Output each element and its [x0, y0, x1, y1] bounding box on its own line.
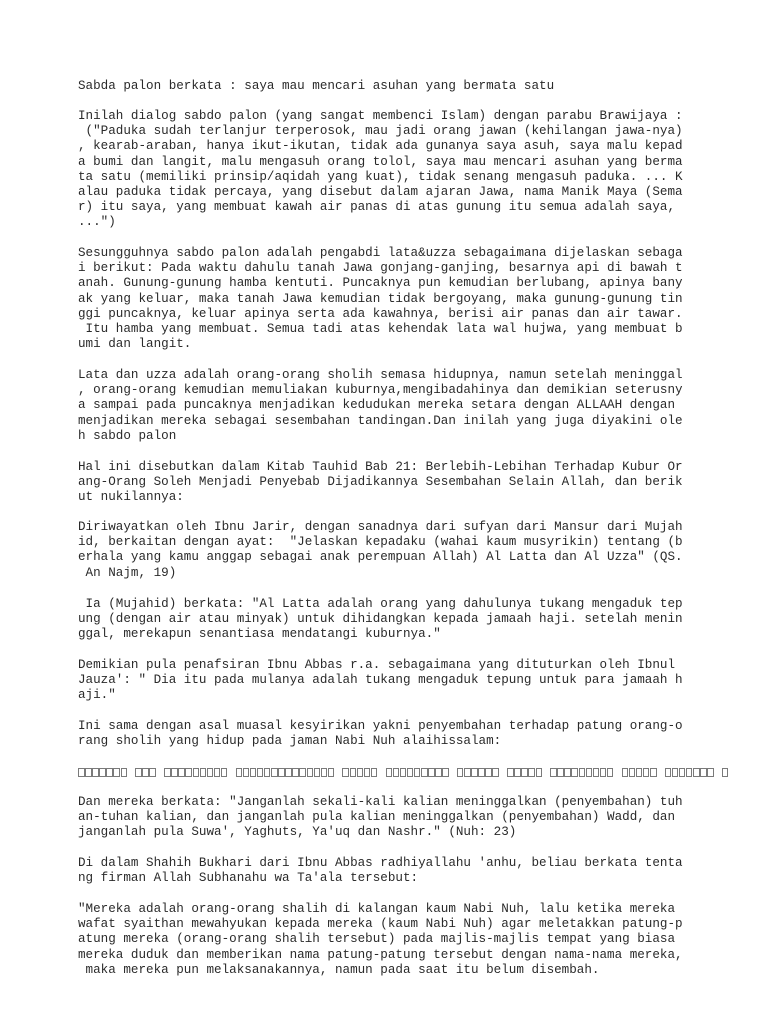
text-line: Lata dan uzza adalah orang-orang sholih semasa hidupnya, namun setelah meninggal	[78, 368, 683, 382]
missing-glyph-box	[164, 768, 171, 777]
para-title	[78, 79, 768, 94]
missing-glyph-box	[400, 768, 407, 777]
missing-glyph-box	[471, 768, 478, 777]
missing-glyph-box	[514, 768, 521, 777]
para-bukhari	[78, 856, 768, 886]
missing-glyph-box	[421, 768, 428, 777]
text-line: i berikut: Pada waktu dahulu tanah Jawa gonjang-ganjing, besarnya api di bawah t	[78, 261, 683, 276]
missing-glyph-box	[278, 768, 285, 777]
missing-glyph-box	[350, 768, 357, 777]
missing-glyph-box	[121, 768, 128, 777]
missing-glyph-box	[92, 768, 99, 777]
missing-glyph-box	[236, 768, 243, 777]
text-line: r) itu saya, yang membuat kawah air panas di atas gunung itu semua adalah saya,	[78, 200, 676, 215]
text-line: ak yang keluar, maka tanah Jawa kemudian tidak bergoyang, maka gunung-gunung tin	[78, 291, 683, 306]
missing-glyph-box	[564, 768, 571, 777]
text-line: Dan mereka berkata: "Janganlah sekali-kali kalian meninggalkan (penyembahan) tuh	[78, 795, 683, 809]
missing-glyph-box	[342, 768, 349, 777]
text-line: , orang-orang kemudian memuliakan kuburnya,mengibadahinya dan demikian seterusny	[78, 383, 683, 398]
text-line: , kearab-araban, hanya ikut-ikutan, tidak ada gunanya saya asuh, saya malu kepad	[78, 139, 683, 154]
missing-glyph-box	[442, 768, 449, 777]
text-line: ggal, merekapun senantiasa mendatangi kuburnya."	[78, 627, 441, 642]
missing-glyph-box	[557, 768, 564, 777]
text-line: ggi puncaknya, keluar apinya serta ada kawahnya, berisi air panas dan air tawar.	[78, 306, 683, 321]
text-line: a bumi dan langit, malu mengasuh orang tolol, saya mau mencari asuhan yang berma	[78, 154, 683, 169]
text-line: aji."	[78, 688, 116, 703]
missing-glyph-box	[464, 768, 471, 777]
missing-glyph-box	[686, 768, 693, 777]
text-line: Jauza': " Dia itu pada mulanya adalah tukang mengaduk tepung untuk para jamaah h	[78, 673, 683, 688]
para-ibnu-jarir	[78, 520, 768, 581]
text-line: Itu hamba yang membuat. Semua tadi atas kehendak lata wal hujwa, yang membuat b	[78, 322, 683, 337]
missing-glyph-box	[99, 768, 106, 777]
missing-glyph-box	[636, 768, 643, 777]
missing-glyph-box	[221, 768, 228, 777]
text-line: ...")	[78, 215, 116, 230]
missing-glyph-box	[106, 768, 113, 777]
missing-glyph-box	[528, 768, 535, 777]
missing-glyph-box	[207, 768, 214, 777]
missing-glyph-box	[257, 768, 264, 777]
missing-glyph-box	[214, 768, 221, 777]
missing-glyph-box	[643, 768, 650, 777]
missing-glyph-box	[285, 768, 292, 777]
text-line: Diriwayatkan oleh Ibnu Jarir, dengan sanadnya dari sufyan dari Mansur dari Mujah	[78, 520, 683, 534]
missing-glyph-box	[171, 768, 178, 777]
text-line: ("Paduka sudah terlanjur terperosok, mau jadi orang jawan (kehilangan jawa-nya)	[78, 124, 683, 139]
missing-glyph-box	[665, 768, 672, 777]
missing-glyph-box	[393, 768, 400, 777]
missing-glyph-box	[264, 768, 271, 777]
para-mereka	[78, 902, 768, 978]
missing-glyph-box	[650, 768, 657, 777]
missing-glyph-box	[622, 768, 629, 777]
text-line: Sabda palon berkata : saya mau mencari asuhan yang bermata satu	[78, 79, 555, 93]
missing-glyph-box	[314, 768, 321, 777]
missing-glyph-box	[200, 768, 207, 777]
missing-glyph-box	[357, 768, 364, 777]
missing-glyph-box	[364, 768, 371, 777]
missing-glyph-box	[407, 768, 414, 777]
missing-glyph-box	[178, 768, 185, 777]
missing-glyph-box	[271, 768, 278, 777]
missing-glyph-box	[586, 768, 593, 777]
missing-glyph-box	[142, 768, 149, 777]
missing-glyph-box	[428, 768, 435, 777]
text-line: alau paduka tidak percaya, yang disebut dalam ajaran Jawa, nama Manik Maya (Sema	[78, 185, 683, 200]
missing-glyph-box	[693, 768, 700, 777]
missing-glyph-box	[185, 768, 192, 777]
missing-glyph-box	[722, 768, 729, 777]
text-line: "Mereka adalah orang-orang shalih di kalangan kaum Nabi Nuh, lalu ketika mereka	[78, 902, 676, 916]
missing-glyph-box	[579, 768, 586, 777]
missing-glyph-box	[593, 768, 600, 777]
text-line: Inilah dialog sabdo palon (yang sangat membenci Islam) dengan parabu Brawijaya :	[78, 109, 683, 123]
missing-glyph-box	[707, 768, 714, 777]
missing-glyph-box	[478, 768, 485, 777]
para-dialog	[78, 109, 768, 231]
text-line: an-tuhan kalian, dan janganlah pula kalian meninggalkan (penyembahan) Wadd, dan	[78, 810, 676, 825]
text-line: Demikian pula penafsiran Ibnu Abbas r.a. sebagaimana yang dituturkan oleh Ibnul	[78, 658, 676, 672]
missing-glyph-box	[193, 768, 200, 777]
para-nuh-23	[78, 795, 768, 841]
missing-glyph-box	[292, 768, 299, 777]
missing-glyph-box	[629, 768, 636, 777]
missing-glyph-box	[386, 768, 393, 777]
para-kitab-tauhid	[78, 460, 768, 506]
text-line: h sabdo palon	[78, 428, 177, 443]
missing-glyph-box	[85, 768, 92, 777]
text-line: ung (dengan air atau minyak) untuk dihidangkan kepada jamaah haji. setelah menin	[78, 612, 683, 627]
para-pengabdi	[78, 246, 768, 352]
text-line: An Najm, 19)	[78, 565, 177, 580]
missing-glyph-box	[299, 768, 306, 777]
text-line: janganlah pula Suwa', Yaghuts, Ya'uq dan Nashr." (Nuh: 23)	[78, 825, 517, 840]
text-line: a sampai pada puncaknya menjadikan kedudukan mereka setara dengan ALLAAH dengan	[78, 398, 676, 413]
text-line: menjadikan mereka sebagai sesembahan tandingan.Dan inilah yang juga diyakini ole	[78, 413, 683, 428]
missing-glyph-box	[521, 768, 528, 777]
missing-glyph-box	[457, 768, 464, 777]
missing-glyph-box	[600, 768, 607, 777]
text-line: anah. Gunung-gunung hamba kentuti. Puncaknya pun kemudian berlubang, apinya bany	[78, 276, 683, 291]
text-line: ut nukilannya:	[78, 490, 184, 505]
missing-glyph-box	[485, 768, 492, 777]
text-line: Ia (Mujahid) berkata: "Al Latta adalah orang yang dahulunya tukang mengaduk tep	[78, 597, 683, 611]
missing-glyph-box	[607, 768, 614, 777]
missing-glyph-box	[700, 768, 707, 777]
arabic-verse-missing-glyphs	[78, 766, 768, 780]
missing-glyph-box	[113, 768, 120, 777]
missing-glyph-box	[672, 768, 679, 777]
text-line: Sesungguhnya sabdo palon adalah pengabdi lata&uzza sebagaimana dijelaskan sebaga	[78, 246, 683, 260]
missing-glyph-box	[328, 768, 335, 777]
missing-glyph-box	[550, 768, 557, 777]
missing-glyph-box	[536, 768, 543, 777]
text-line: Hal ini disebutkan dalam Kitab Tauhid Bab 21: Berlebih-Lebihan Terhadap Kubur Or	[78, 460, 683, 474]
missing-glyph-box	[78, 768, 85, 777]
missing-glyph-box	[149, 768, 156, 777]
text-line: rang sholih yang hidup pada jaman Nabi Nuh alaihissalam:	[78, 734, 502, 749]
missing-glyph-box	[492, 768, 499, 777]
missing-glyph-box	[507, 768, 514, 777]
missing-glyph-box	[321, 768, 328, 777]
text-line: maka mereka pun melaksanakannya, namun pada saat itu belum disembah.	[78, 962, 600, 977]
text-line: ang-Orang Soleh Menjadi Penyebab Dijadikannya Sesembahan Selain Allah, dan berik	[78, 475, 683, 490]
text-line: erhala yang kamu anggap sebagai anak perempuan Allah) Al Latta dan Al Uzza" (QS.	[78, 550, 683, 565]
missing-glyph-box	[250, 768, 257, 777]
text-line: Di dalam Shahih Bukhari dari Ibnu Abbas radhiyallahu 'anhu, beliau berkata tenta	[78, 856, 683, 870]
text-line: mereka duduk dan memberikan nama patung-patung tersebut dengan nama-nama mereka,	[78, 947, 683, 962]
missing-glyph-box	[135, 768, 142, 777]
text-line: umi dan langit.	[78, 337, 192, 352]
missing-glyph-box	[414, 768, 421, 777]
missing-glyph-box	[571, 768, 578, 777]
text-line: wafat syaithan mewahyukan kepada mereka (kaum Nabi Nuh) agar meletakkan patung-p	[78, 917, 683, 932]
missing-glyph-box	[307, 768, 314, 777]
missing-glyph-box	[679, 768, 686, 777]
text-line: Ini sama dengan asal muasal kesyirikan yakni penyembahan terhadap patung orang-o	[78, 719, 683, 733]
para-nabi-nuh	[78, 719, 768, 749]
missing-glyph-box	[371, 768, 378, 777]
text-line: id, berkaitan dengan ayat: "Jelaskan kepadaku (wahai kaum musyrikin) tentang (b	[78, 535, 683, 550]
text-line: ta satu (memiliki prinsip/aqidah yang kuat), tidak senang mengasuh paduka. ... K	[78, 169, 683, 184]
para-lata-uzza	[78, 368, 768, 444]
text-line: ng firman Allah Subhanahu wa Ta'ala tersebut:	[78, 871, 419, 886]
missing-glyph-box	[243, 768, 250, 777]
para-ibnu-abbas	[78, 658, 768, 704]
text-line: atung mereka (orang-orang shalih tersebut) pada majlis-majlis tempat yang biasa	[78, 932, 676, 947]
para-mujahid	[78, 597, 768, 643]
missing-glyph-box	[435, 768, 442, 777]
